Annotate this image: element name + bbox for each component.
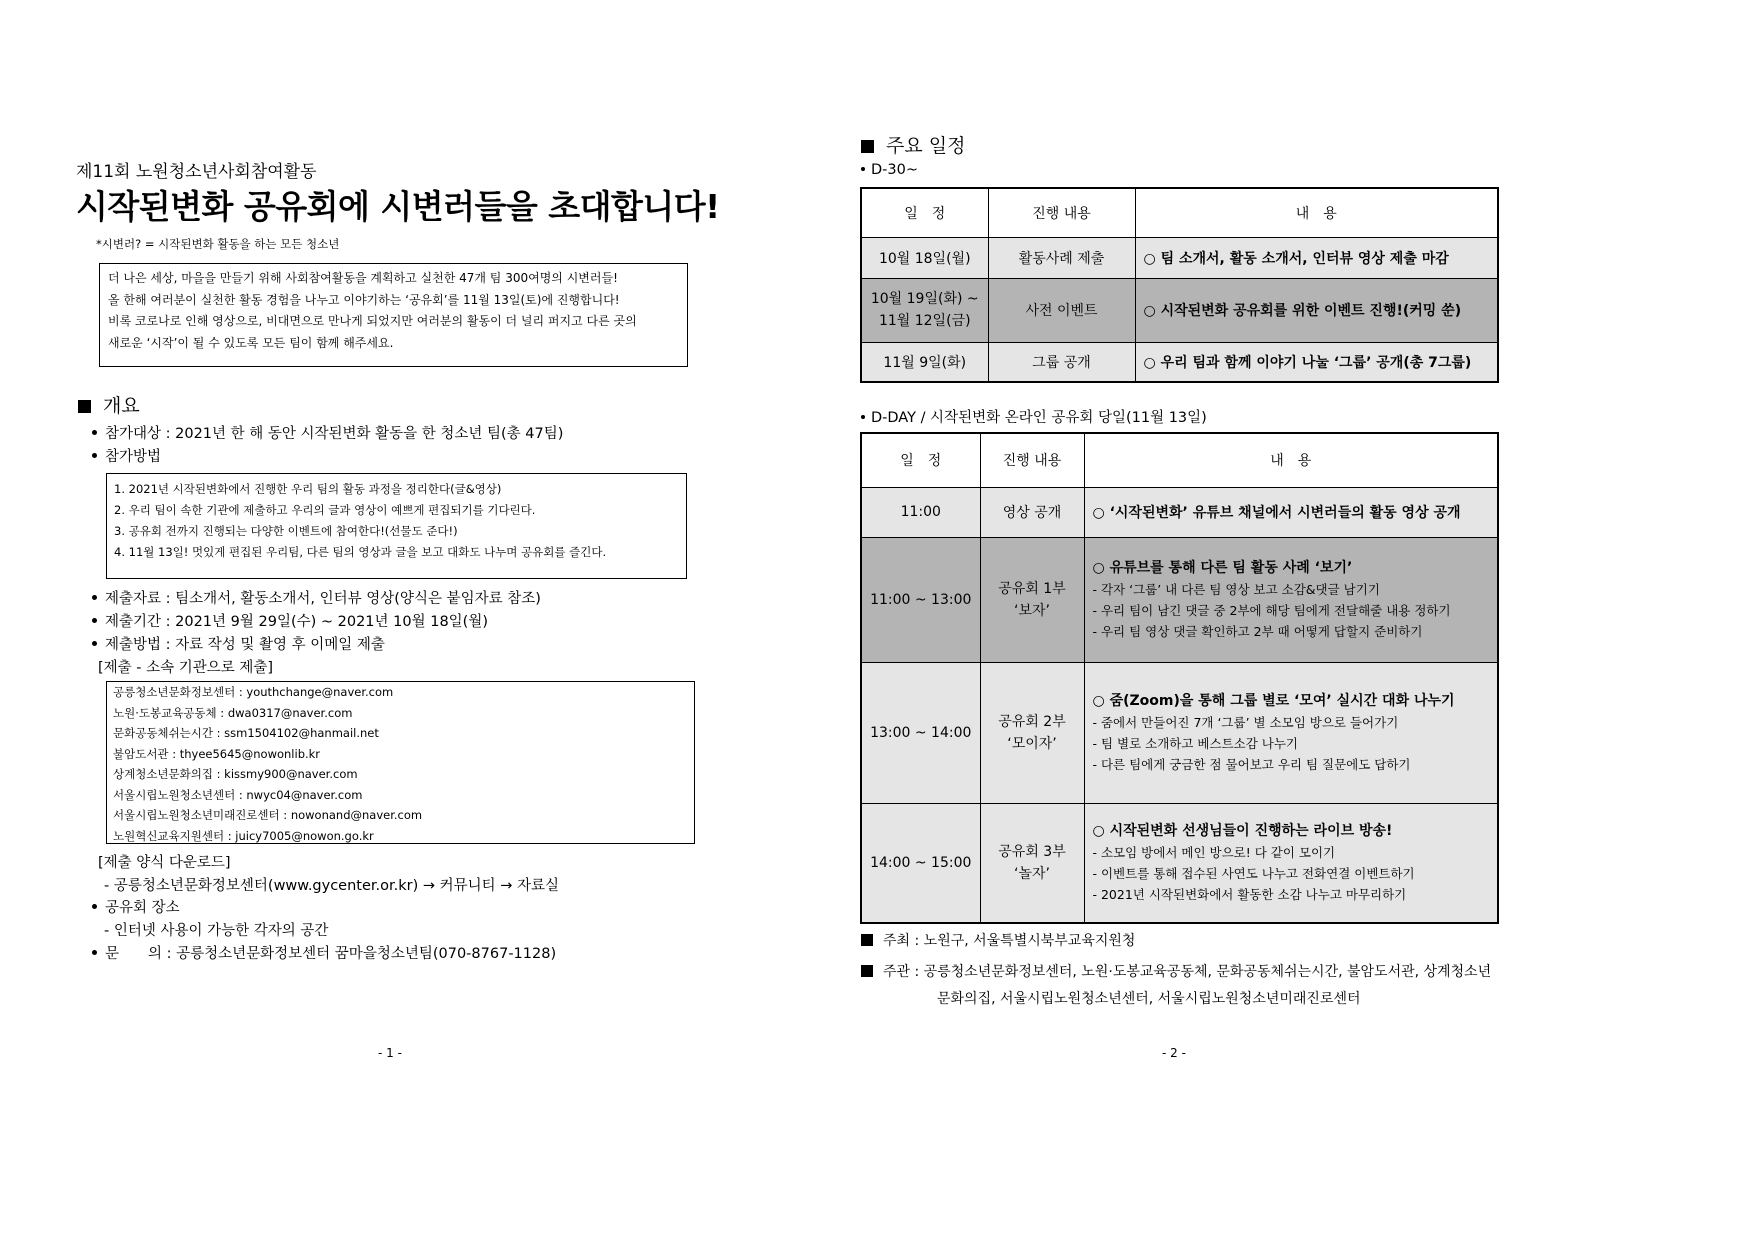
bullet-icon: [92, 950, 97, 955]
intro-line: 새로운 ‘시작’이 될 수 있도록 모든 팀이 함께 해주세요.: [108, 335, 394, 350]
event-subtitle: 제11회 노원청소년사회참여활동: [76, 162, 317, 182]
contact-item: 공릉청소년문화정보센터 : youthchange@naver.com: [113, 685, 394, 699]
square-bullet-icon: [861, 140, 874, 153]
page-number: - 1 -: [378, 1046, 402, 1060]
inquiry-item: 문 의 : 공릉청소년문화정보센터 꿈마을청소년팀(070-8767-1128): [92, 942, 556, 963]
pre-event-table: [860, 187, 1499, 383]
table-row: [861, 342, 1498, 382]
bullet-icon: [861, 167, 865, 171]
submit-method-item: 제출방법 : 자료 작성 및 촬영 후 이메일 제출: [92, 633, 385, 654]
row-title: ○ 시작된변화 선생님들이 진행하는 라이브 방송!: [1092, 823, 1393, 840]
materials-item: 제출자료 : 팀소개서, 활동소개서, 인터뷰 영상(양식은 붙임자료 참조): [92, 587, 541, 608]
row-subitem: - 줌에서 만들어진 7개 ‘그룹’ 별 소모임 방으로 들어가기: [1092, 715, 1399, 730]
venue-text: - 인터넷 사용이 가능한 각자의 공간: [104, 923, 329, 939]
row-activity: 활동사례 제출: [988, 237, 1135, 278]
square-bullet-icon: [78, 400, 91, 413]
row-content: [1084, 803, 1498, 923]
overview-heading: 개요: [78, 391, 140, 418]
download-path: - 공릉청소년문화정보센터(www.gycenter.or.kr) → 커뮤니티 → 자료실: [104, 878, 560, 894]
row-subitem: - 우리 팀 영상 댓글 확인하고 2부 때 어떻게 답할지 준비하기: [1092, 624, 1423, 639]
table-row: [861, 278, 1498, 342]
bullet-icon: [92, 618, 97, 623]
row-subitem: - 소모임 방에서 메인 방으로! 다 같이 모이기: [1092, 845, 1336, 861]
host-line: 주최 : 노원구, 서울특별시북부교육지원청: [861, 930, 1135, 950]
header-content: 내 용: [1084, 433, 1498, 487]
row-subitem: - 우리 팀이 남긴 댓글 중 2부에 해당 팀에게 전달해줄 내용 정하기: [1092, 603, 1451, 618]
row-date: 10월 19일(화) ~ 11월 12일(금): [861, 278, 988, 342]
bullet-icon: [92, 904, 97, 909]
contact-item: 노원혁신교육지원센터 : juicy7005@nowon.go.kr: [113, 828, 374, 843]
row-activity: 영상 공개: [980, 487, 1084, 537]
method-label: 참가방법: [92, 445, 161, 466]
row-time: 11:00 ~ 13:00: [861, 537, 980, 662]
row-activity: 공유회 1부 ‘보자’: [980, 537, 1084, 662]
table-row: [861, 487, 1498, 537]
intro-line: 올 한해 여러분이 실천한 활동 경험을 나누고 이야기하는 ‘공유회’를 11월 13일(토)에 진행합니다!: [108, 292, 620, 307]
row-subitem: - 다른 팀에게 궁금한 점 물어보고 우리 팀 질문에도 답하기: [1092, 757, 1411, 772]
period-item: 제출기간 : 2021년 9월 29일(수) ~ 2021년 10월 18일(월): [92, 610, 488, 631]
method-steps-box: [106, 473, 687, 579]
row-activity: 공유회 3부 ‘놀자’: [980, 803, 1084, 923]
organizer-line: 주관 : 공릉청소년문화정보센터, 노원·도봉교육공동체, 문화공동체쉬는시간, 불암도서관, 상계청소년: [861, 961, 1491, 981]
note-text: *시변러? = 시작된변화 활동을 하는 모든 청소년: [96, 237, 340, 251]
row-content: [1084, 662, 1498, 803]
submit-to-label: [제출 - 소속 기관으로 제출]: [98, 660, 274, 676]
row-content: ○ ‘시작된변화’ 유튜브 채널에서 시변러들의 활동 영상 공개: [1084, 487, 1498, 537]
header-date: 일 정: [861, 433, 980, 487]
method-step: 4. 11월 13일! 멋있게 편집된 우리팀, 다른 팀의 영상과 글을 보고 대화도 나누며 공유회를 즐긴다.: [114, 545, 607, 559]
row-activity: 그룹 공개: [988, 342, 1135, 382]
header-activity: 진행 내용: [980, 433, 1084, 487]
contact-item: 상계청소년문화의집 : kissmy900@naver.com: [113, 767, 358, 781]
contact-item: 서울시립노원청소년미래진로센터 : nowonand@naver.com: [113, 808, 423, 822]
page-title: 시작된변화 공유회에 시변러들을 초대합니다!: [76, 187, 720, 226]
row-subitem: - 2021년 시작된변화에서 활동한 소감 나누고 마무리하기: [1092, 887, 1407, 903]
d30-label: D-30~: [861, 162, 918, 178]
row-subitem: - 팀 별로 소개하고 베스트소감 나누기: [1092, 736, 1299, 751]
method-step: 2. 우리 팀이 속한 기관에 제출하고 우리의 글과 영상이 예쁘게 편집되기를 기다린다.: [114, 503, 536, 517]
table-header: [861, 433, 1498, 487]
method-step: 1. 2021년 시작된변화에서 진행한 우리 팀의 활동 과정을 정리한다(글&영상): [114, 482, 502, 496]
row-subitem: - 각자 ‘그룹’ 내 다른 팀 영상 보고 소감&댓글 남기기: [1092, 582, 1380, 597]
row-date: 10월 18일(월): [861, 237, 988, 278]
download-label: [제출 양식 다운로드]: [98, 855, 231, 871]
organizer-line-2: 문화의집, 서울시립노원청소년센터, 서울시립노원청소년미래진로센터: [937, 991, 1361, 1007]
header-activity: 진행 내용: [988, 188, 1135, 237]
row-title: ○ 유튜브를 통해 다른 팀 활동 사례 ‘보기’: [1092, 560, 1353, 576]
bullet-icon: [92, 595, 97, 600]
page-number: - 2 -: [1162, 1046, 1186, 1060]
bullet-icon: [92, 453, 97, 458]
contact-item: 문화공동체쉬는시간 : ssm1504102@hanmail.net: [113, 726, 379, 740]
dday-label: D-DAY / 시작된변화 온라인 공유회 당일(11월 13일): [861, 406, 1207, 427]
bullet-icon: [92, 430, 97, 435]
table-row: [861, 237, 1498, 278]
intro-box: [99, 263, 688, 367]
row-time: 11:00: [861, 487, 980, 537]
method-step: 3. 공유회 전까지 진행되는 다양한 이벤트에 참여한다!(선물도 준다!): [114, 524, 458, 538]
row-content: [1084, 537, 1498, 662]
square-bullet-icon: [861, 965, 873, 977]
row-activity: 사전 이벤트: [988, 278, 1135, 342]
bullet-icon: [92, 641, 97, 646]
table-row: [861, 803, 1498, 923]
venue-label: 공유회 장소: [92, 896, 180, 917]
row-content: ○ 팀 소개서, 활동 소개서, 인터뷰 영상 제출 마감: [1135, 237, 1498, 278]
row-date: 11월 9일(화): [861, 342, 988, 382]
table-row: [861, 662, 1498, 803]
row-title: ○ 줌(Zoom)을 통해 그룹 별로 ‘모여’ 실시간 대화 나누기: [1092, 693, 1455, 709]
table-header: [861, 188, 1498, 237]
header-date: 일 정: [861, 188, 988, 237]
dday-table: [860, 432, 1499, 924]
intro-line: 더 나은 세상, 마을을 만들기 위해 사회참여활동을 계획하고 실천한 47개 팀 300여명의 시변러들!: [108, 271, 618, 285]
table-row: [861, 537, 1498, 662]
row-subitem: - 이벤트를 통해 접수된 사연도 나누고 전화연결 이벤트하기: [1092, 866, 1415, 882]
row-time: 13:00 ~ 14:00: [861, 662, 980, 803]
header-content: 내 용: [1135, 188, 1498, 237]
row-content: ○ 시작된변화 공유회를 위한 이벤트 진행!(커밍 쑨): [1135, 278, 1498, 342]
contacts-box: [106, 681, 695, 844]
row-content: ○ 우리 팀과 함께 이야기 나눌 ‘그룹’ 공개(총 7그룹): [1135, 342, 1498, 382]
bullet-icon: [861, 415, 865, 419]
row-time: 14:00 ~ 15:00: [861, 803, 980, 923]
square-bullet-icon: [861, 934, 873, 946]
contact-item: 서울시립노원청소년센터 : nwyc04@naver.com: [113, 787, 363, 802]
row-activity: 공유회 2부 ‘모이자’: [980, 662, 1084, 803]
schedule-heading: 주요 일정: [861, 131, 965, 158]
contact-item: 불암도서관 : thyee5645@nowonlib.kr: [113, 746, 321, 761]
contact-item: 노원·도봉교육공동체 : dwa0317@naver.com: [113, 705, 353, 720]
participants-item: 참가대상 : 2021년 한 해 동안 시작된변화 활동을 한 청소년 팀(총 47팀): [92, 422, 563, 443]
intro-line: 비록 코로나로 인해 영상으로, 비대면으로 만나게 되었지만 여러분의 활동이 더 널리 퍼지고 다른 곳의: [108, 314, 637, 329]
